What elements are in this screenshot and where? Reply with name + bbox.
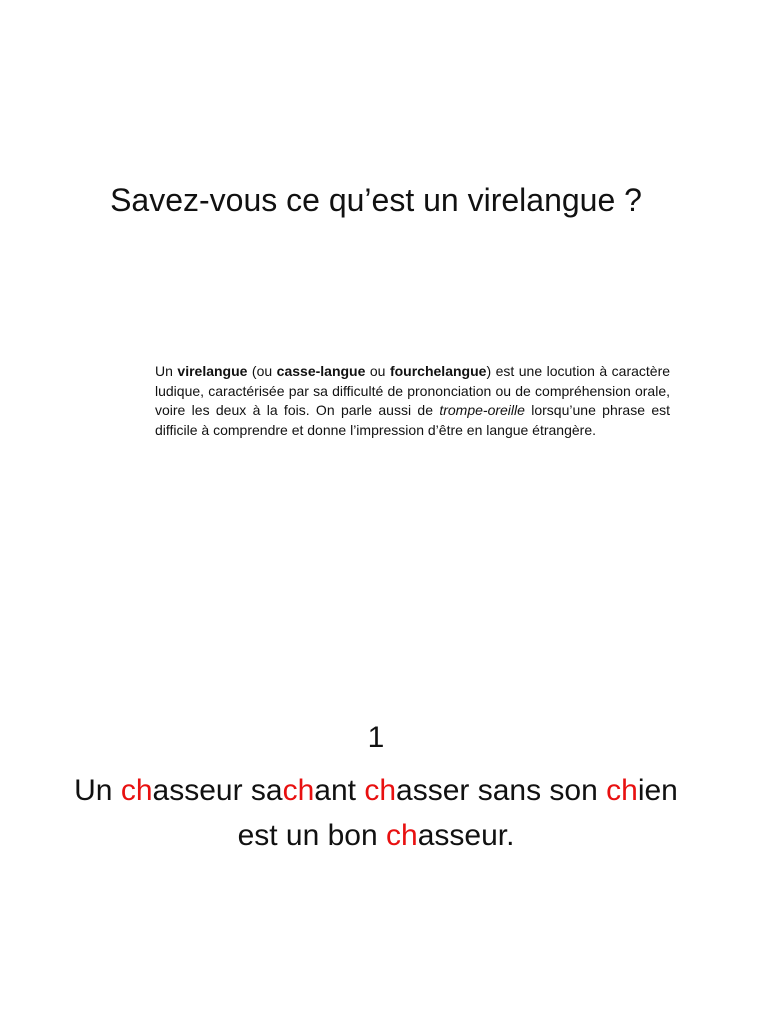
highlighted-sound: ch <box>364 774 397 807</box>
twister-text: ien est un bon <box>237 774 678 852</box>
term-virelangue: virelangue <box>177 363 248 379</box>
twister-text: asseur sa <box>152 774 283 807</box>
twister-text: asseur. <box>417 819 515 852</box>
term-fourchelangue: fourchelangue <box>389 363 487 379</box>
example-number: 1 <box>367 721 385 754</box>
highlighted-sound: ch <box>386 819 418 852</box>
highlighted-sound: ch <box>282 774 315 807</box>
definition-text: ) est une locution à caractère ludique, caractérisée par sa difficulté de prononciation ou de compréhension orale, voire les deux à la fois. On parle aussi de <box>155 363 671 419</box>
twister-text: ant <box>314 774 365 807</box>
term-casse-langue: casse-langue <box>276 363 366 379</box>
definition-text: lorsqu’une phrase est difficile à comprendre et donne l’impression d’être en langue étrangère. <box>155 402 670 438</box>
tongue-twister <box>60 768 692 858</box>
twister-text: Un <box>74 774 121 807</box>
definition-paragraph <box>155 362 670 440</box>
page-title: Savez-vous ce qu’est un virelangue ? <box>110 182 642 218</box>
definition-text: Un <box>155 363 178 379</box>
twister-text: asser sans son <box>396 774 607 807</box>
term-trompe-oreille: trompe-oreille <box>439 402 525 419</box>
definition-text: (ou <box>247 363 277 379</box>
highlighted-sound: ch <box>120 774 153 807</box>
highlighted-sound: ch <box>606 774 638 807</box>
definition-text: ou <box>365 363 390 379</box>
